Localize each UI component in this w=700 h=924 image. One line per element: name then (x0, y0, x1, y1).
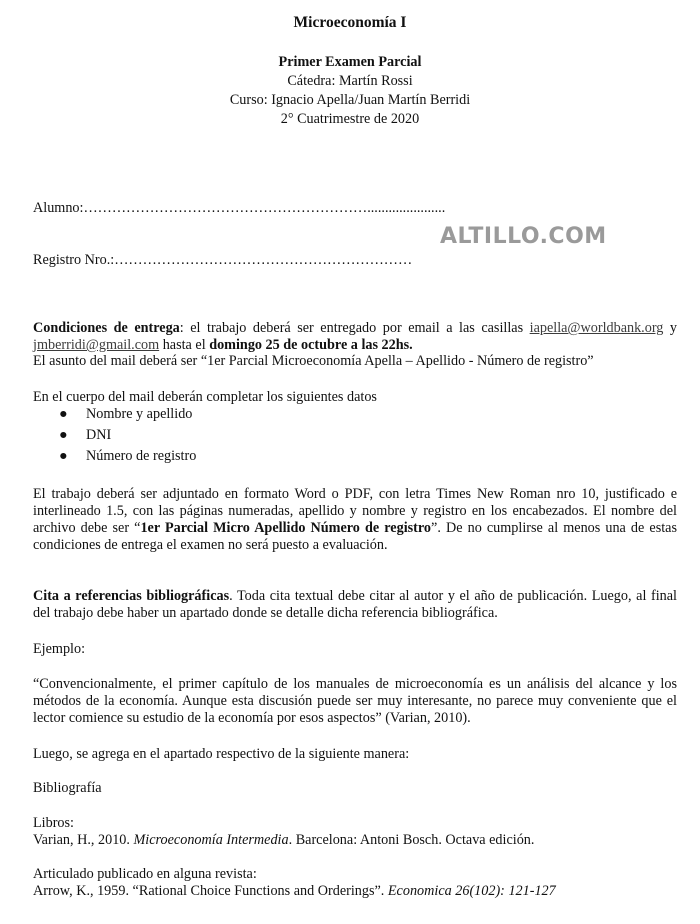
student-label: Alumno: (33, 200, 84, 216)
delivery-text-1: : el trabajo deberá ser entregado por email a las casillas (179, 320, 530, 336)
required-filename: 1er Parcial Micro Apellido Número de registro (140, 520, 432, 536)
delivery-deadline: domingo 25 de octubre a las 22hs. (209, 337, 413, 353)
required-data-list (33, 406, 433, 468)
bullet-icon: ● (59, 448, 68, 464)
citations-heading: Cita a referencias bibliográficas (33, 588, 230, 604)
example-label: Ejemplo: (33, 641, 86, 657)
list-item-label: DNI (86, 427, 112, 443)
instructors-line: Curso: Ignacio Apella/Juan Martín Berridi (229, 92, 471, 108)
list-item (33, 427, 433, 447)
registry-label: Registro Nro.: (33, 252, 115, 268)
email-subject-line: El asunto del mail deberá ser “1er Parcial Microeconomía Apella – Apellido - Número de registro” (33, 353, 594, 369)
book-author: Varian, H., 2010. (33, 832, 134, 848)
example-quote: “Convencionalmente, el primer capítulo de los manuales de microeconomía es un análisis del alcance y los métodos de la economía. Aunque esta discusión puede ser muy interesante, no parece muy conveniente que el lector comience su estudio de la economía por esos aspectos” (Varian, 2010). (33, 676, 677, 726)
delivery-heading: Condiciones de entrega (33, 320, 180, 336)
format-text-2: ”. De no cumplirse al menos una de estas condiciones de entrega el examen no será puesto a evaluación. (33, 520, 677, 553)
course-title: Microeconomía I (293, 14, 407, 31)
list-item (33, 448, 433, 468)
bibliography-heading: Bibliografía (33, 780, 102, 796)
term-line: 2° Cuatrimestre de 2020 (280, 111, 420, 127)
list-item-label: Número de registro (86, 448, 197, 464)
bullet-icon: ● (59, 406, 68, 422)
exam-title: Primer Examen Parcial (278, 54, 422, 70)
format-text-1: El trabajo deberá ser adjuntado en formato Word o PDF, con letra Times New Roman nro 10, justificado e interlineado 1.5, con las páginas numeradas, apellido y nombre y registro en los encabezados. El nombre del archivo debe ser “ (33, 486, 677, 536)
book-title: Microeconomía Intermedia (133, 832, 289, 848)
citations-text: . Toda cita textual debe citar al autor y el año de publicación. Luego, al final del trabajo debe haber un apartado donde se detalle dicha referencia bibliográfica. (33, 588, 677, 621)
then-text: Luego, se agrega en el apartado respectivo de la siguiente manera: (33, 746, 410, 762)
article-reference (33, 883, 556, 900)
email-link-berridi[interactable]: jmberridi@gmail.com (33, 337, 160, 353)
list-item-label: Nombre y apellido (86, 406, 193, 422)
citations-paragraph (33, 588, 677, 622)
book-publisher: . Barcelona: Antoni Bosch. Octava edición. (288, 832, 535, 848)
student-name-line (33, 200, 445, 217)
list-item (33, 406, 433, 426)
registry-number-blank: ……………………………………………………… (114, 252, 413, 268)
book-reference (33, 832, 534, 849)
articles-label: Articulado publicado en alguna revista: (33, 866, 257, 882)
article-journal: Economica 26(102): 121-127 (387, 883, 556, 899)
delivery-conditions-paragraph (33, 320, 677, 354)
file-format-paragraph (33, 486, 677, 554)
books-label: Libros: (33, 815, 74, 831)
chair-line: Cátedra: Martín Rossi (287, 73, 413, 89)
article-author: Arrow, K., 1959. “Rational Choice Functions and Orderings”. (33, 883, 388, 899)
mail-body-intro: En el cuerpo del mail deberán completar los siguientes datos (33, 389, 377, 405)
delivery-text-3: hasta el (159, 337, 210, 353)
registry-number-line (33, 252, 412, 269)
bullet-icon: ● (59, 427, 68, 443)
watermark-logo: ALTILLO.COM (440, 224, 607, 249)
delivery-text-2: y (663, 320, 678, 336)
student-name-blank: ……………………………………………………...................... (83, 200, 446, 216)
email-link-apella[interactable]: iapella@worldbank.org (529, 320, 664, 336)
